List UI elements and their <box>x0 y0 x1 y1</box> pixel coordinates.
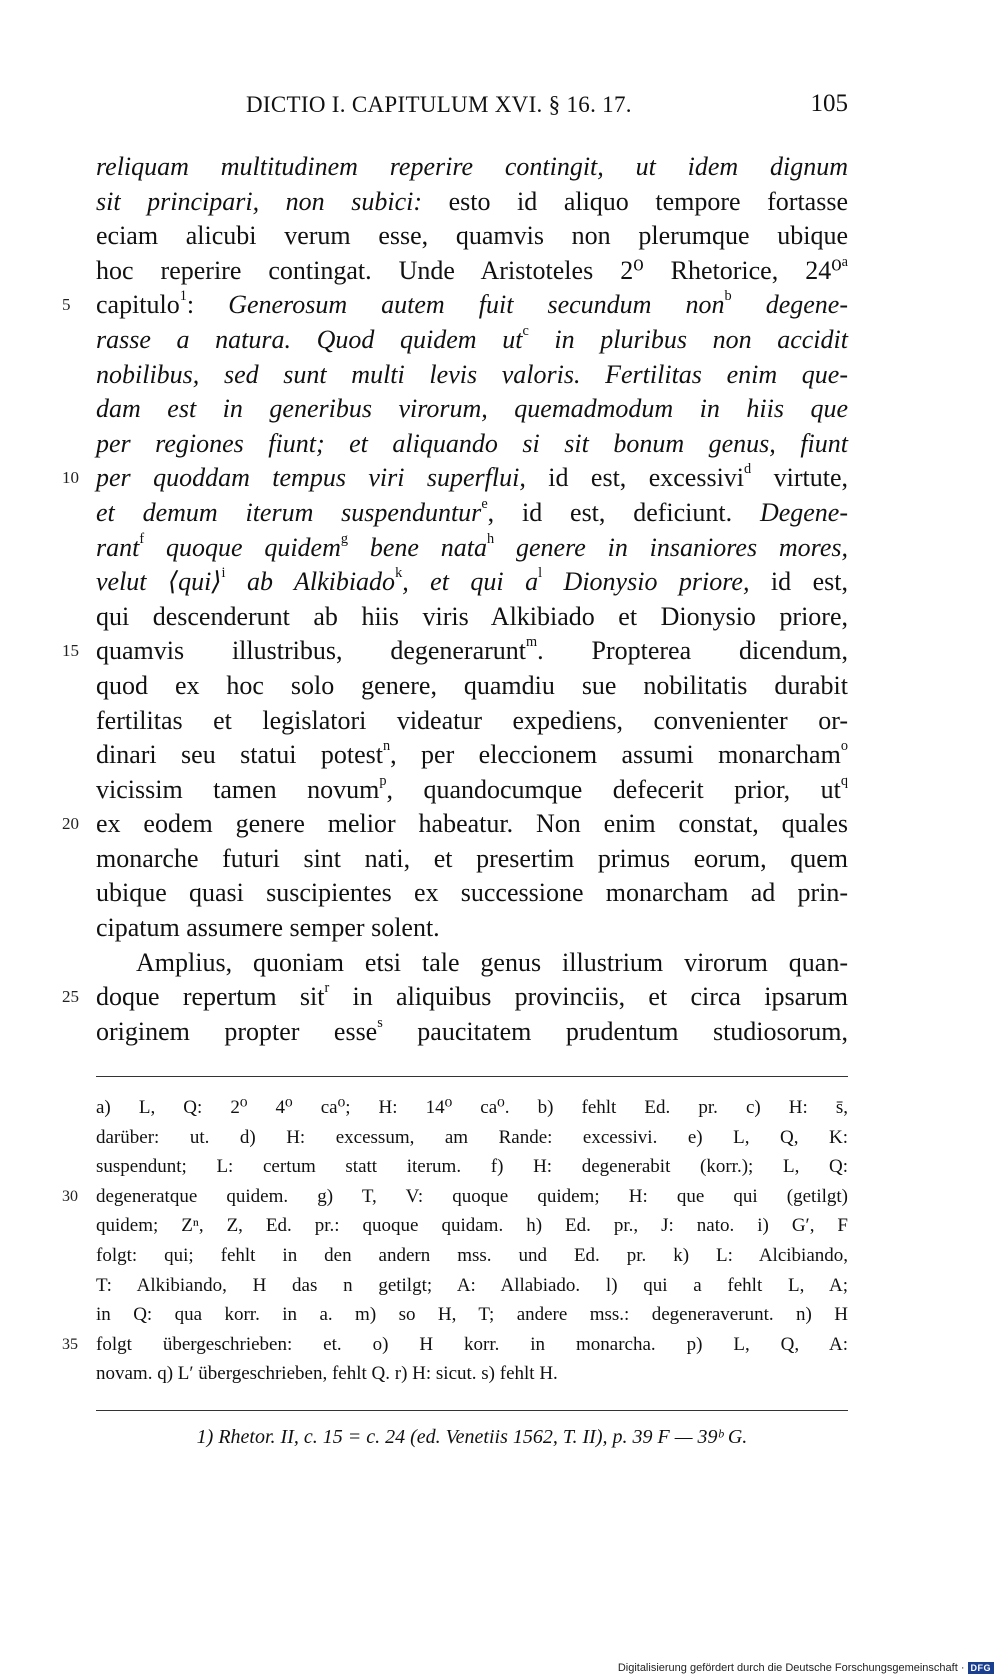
text-line: eciam alicubi verum esse, quamvis non plerumque ubique <box>96 221 848 251</box>
apparatus-marker: h <box>487 530 495 547</box>
digitization-credit-text: Digitalisierung gefördert durch die Deutsche Forschungsgemeinschaft · <box>617 1662 965 1674</box>
text-line: reliquam multitudinem reperire contingit, ut idem dignum <box>96 152 848 181</box>
running-title: DICTIO I. CAPITULUM XVI. § 16. 17. <box>246 92 632 117</box>
apparatus-divider <box>96 1076 848 1077</box>
apparatus-line: suspendunt; L: certum statt iterum. f) H: degenerabit (korr.); L, Q: <box>96 1156 848 1178</box>
text-line: velut ⟨qui⟩$^i$ ab Alkibiado$^k$, et qui $a^l$ Dionysio priore, id est, <box>96 565 848 597</box>
apparatus-marker: p <box>379 772 387 789</box>
text-line: rasse a natura. Quod quidem $ut^c$ in pluribus non accidit <box>96 323 848 354</box>
apparatus-line: quidem; Zⁿ, Z, Ed. pr.: quoque quidam. h) Ed. pr., J: nato. i) G′, F <box>96 1215 848 1237</box>
digitization-credit <box>618 1662 994 1674</box>
apparatus-marker: r <box>324 980 330 997</box>
text-line: per regiones fiunt; et aliquando si sit bonum genus, fiunt <box>96 428 848 458</box>
text-line: nobilibus, sed sunt multi levis valoris. Fertilitas enim que- <box>96 359 848 389</box>
text-line: sit principari, non subici: esto id aliquo tempore fortasse <box>96 186 848 216</box>
text-line: originem propter esse$^s$ paucitatem prudentum studiosorum, <box>96 1014 849 1046</box>
apparatus-marker: n <box>382 738 391 755</box>
apparatus-line: in Q: qua korr. in a. m) so H, T; andere mss.: degeneraverunt. n) H <box>96 1304 848 1326</box>
apparatus-line: 35 folgt übergeschrieben: et. o) H korr. in monarcha. p) L, Q, A: <box>96 1330 848 1360</box>
apparatus-marker: m <box>526 634 538 651</box>
dfg-logo: DFG <box>968 1662 995 1674</box>
text-line: quod ex hoc solo genere, quamdiu sue nobilitatis durabit <box>96 670 848 700</box>
text-line: ubique quasi suscipientes ex successione monarcham ad prin- <box>96 878 848 908</box>
apparatus-marker: s <box>377 1014 383 1031</box>
text-line: 20 ex eodem genere melior habeatur. Non enim constat, quales <box>96 807 848 842</box>
text-line: Amplius, quoniam etsi tale genus illustrium virorum quan- <box>136 947 848 977</box>
text-line: dinari seu statui potest$^n$, per eleccionem assumi monarcham$^o$ <box>96 738 848 770</box>
text-line: et demum iterum suspenduntur$^e$, id est, deficiunt. Degene- <box>96 496 849 527</box>
source-divider <box>96 1410 848 1411</box>
line-number: 5 <box>62 295 71 315</box>
footnote-marker: 1 <box>179 288 187 305</box>
text-line: qui descenderunt ab hiis viris Alkibiado et Dionysio priore, <box>96 601 848 631</box>
text-line: 10 per quoddam tempus viri superflui, id est, excessivi$^d$ virtute, <box>96 461 848 496</box>
line-number: 15 <box>62 641 79 661</box>
text-line: fertilitas et legislatori videatur expediens, convenienter or- <box>96 705 848 735</box>
line-number: 20 <box>62 814 79 834</box>
text-line: 15 quamvis illustribus, degenerarunt$^m$. Propterea dicendum, <box>96 634 848 669</box>
apparatus-marker: l <box>538 565 543 582</box>
apparatus-marker: i <box>221 565 226 582</box>
apparatus-marker: d <box>744 461 752 478</box>
apparatus-marker: g <box>340 530 349 547</box>
apparatus-line: darüber: ut. d) H: excessum, am Rande: excessivi. e) L, Q, K: <box>96 1126 848 1148</box>
apparatus-line: folgt: qui; fehlt in den andern mss. und Ed. pr. k) L: Alcibiando, <box>96 1244 848 1266</box>
apparatus-marker: e <box>481 496 488 513</box>
text-line: vicissim tamen novum$^p$, quandocumque defecerit prior, $ut^q$ <box>96 772 848 804</box>
apparatus-line: T: Alkibiando, H das n getilgt; A: Allabiado. l) qui a fehlt L, A; <box>96 1274 848 1296</box>
apparatus-line: novam. q) L′ übergeschrieben, fehlt Q. r) H: sicut. s) fehlt H. <box>96 1363 558 1385</box>
text-line: hoc reperire contingat. Unde Aristoteles 2⁰ Rhetorice, 24⁰$^a$ <box>96 253 848 285</box>
apparatus-line: 30 degeneratque quidem. g) T, V: quoque quidem; H: que qui (getilgt) <box>96 1182 848 1212</box>
line-number: 25 <box>62 987 79 1007</box>
apparatus-marker: q <box>840 772 848 789</box>
critical-apparatus <box>62 1093 848 1389</box>
text-line: dam est in generibus virorum, quemadmodum in hiis que <box>96 394 848 424</box>
apparatus-marker: k <box>395 565 403 582</box>
page-number: 105 <box>810 90 848 117</box>
page-header <box>96 92 848 126</box>
main-text <box>62 150 849 1049</box>
apparatus-marker: b <box>724 288 732 305</box>
apparatus-marker: o <box>840 738 848 755</box>
apparatus-line: a) L, Q: 2⁰ 4⁰ ca⁰; H: 14⁰ ca⁰. b) fehlt Ed. pr. c) H: s̄, <box>96 1097 848 1118</box>
text-line: monarche futuri sint nati, et presertim primus eorum, quem <box>96 843 848 873</box>
line-number: 10 <box>62 468 79 488</box>
source-footnote: 1) Rhetor. II, c. 15 = c. 24 (ed. Venetiis 1562, T. II), p. 39 F — 39ᵇ G. <box>196 1426 748 1448</box>
line-number: 30 <box>62 1187 78 1205</box>
text-line: 25 doque repertum sit$^r$ in aliquibus provinciis, et circa ipsarum <box>96 980 848 1015</box>
apparatus-marker: a <box>841 253 848 270</box>
line-number: 35 <box>62 1335 78 1353</box>
text-line: rant$^f$ quoque quidem$^g$ bene nata$^h$ genere in insaniores mores, <box>96 530 848 562</box>
apparatus-marker: c <box>522 323 529 340</box>
apparatus-marker: f <box>139 530 145 547</box>
text-line: 5 capitulo$^1$: Generosum autem fuit secundum non$^b$ degene- <box>96 288 848 323</box>
text-line: cipatum assumere semper solent. <box>96 913 440 943</box>
